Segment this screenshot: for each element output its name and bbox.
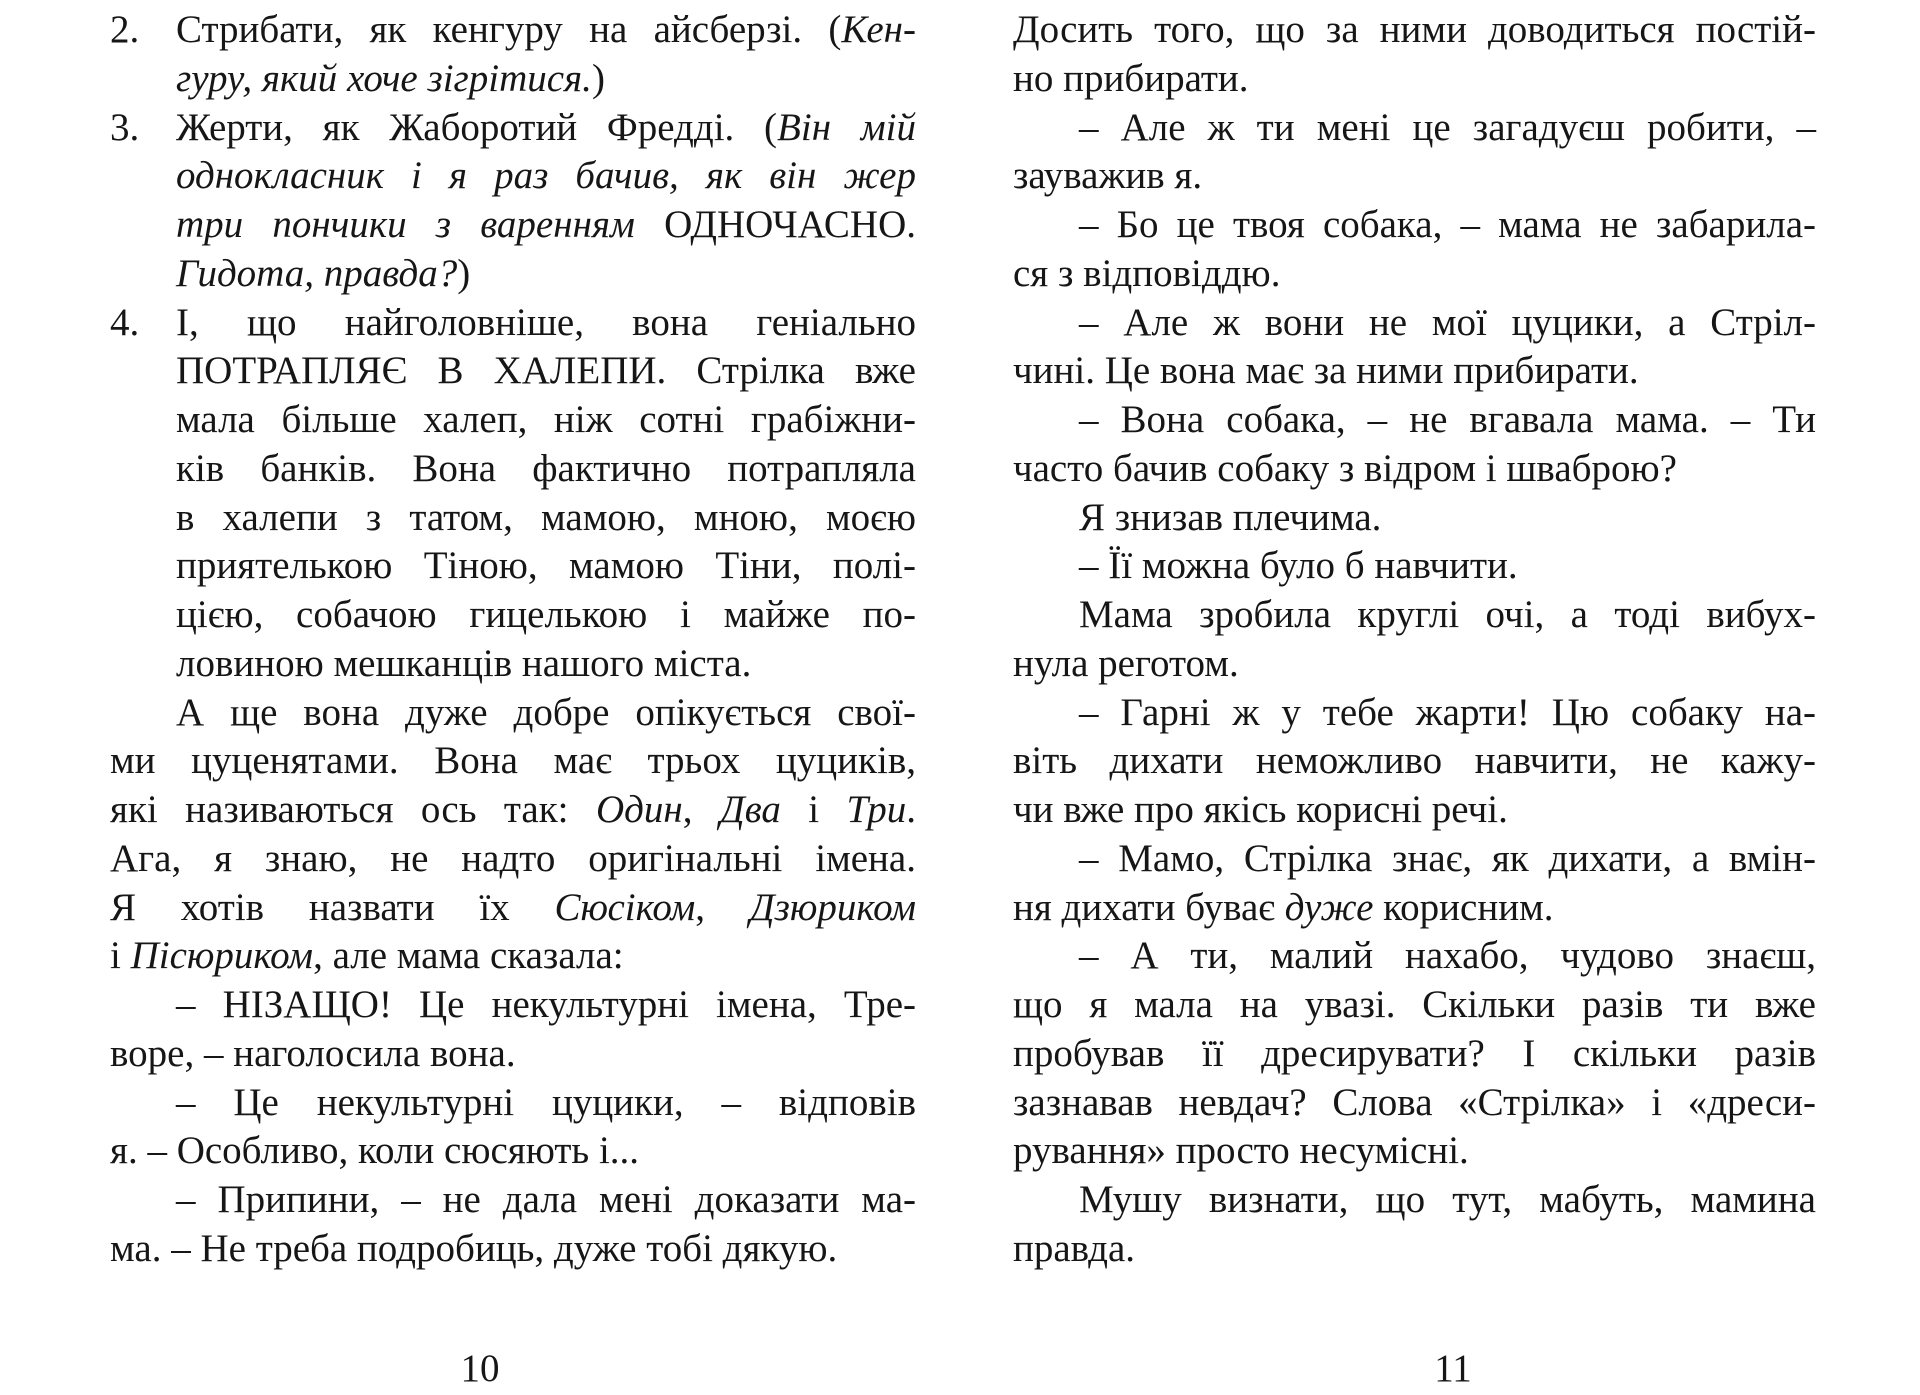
text-run: – Припини, – не дала мені доказати ма- bbox=[176, 1178, 916, 1221]
text-line bbox=[110, 494, 916, 543]
text-run: приятелькою Тіною, мамою Тіни, полі- bbox=[176, 544, 916, 588]
line-content bbox=[1013, 152, 1816, 201]
italic-text: Пісюриком bbox=[130, 934, 314, 978]
text-run: Я хотів назвати їх bbox=[110, 885, 555, 929]
line-content bbox=[1013, 640, 1816, 689]
line-content bbox=[110, 640, 916, 689]
line-content bbox=[110, 1225, 916, 1274]
text-line bbox=[110, 152, 916, 201]
list-number: 4. bbox=[110, 300, 140, 344]
text-line bbox=[110, 445, 916, 494]
line-content bbox=[110, 1030, 916, 1079]
italic-text: Три bbox=[846, 788, 907, 831]
text-line bbox=[110, 689, 916, 738]
text-run: чині. Це вона має за ними прибирати. bbox=[1013, 349, 1639, 393]
text-line bbox=[1013, 494, 1816, 543]
line-content bbox=[1013, 1030, 1816, 1079]
text-line bbox=[110, 250, 916, 299]
text-line bbox=[110, 786, 916, 835]
line-content bbox=[1013, 445, 1816, 494]
text-line bbox=[1013, 104, 1816, 153]
text-line bbox=[110, 1176, 916, 1225]
text-run: ня дихати буває bbox=[1013, 885, 1285, 929]
text-run: ків банків. Вона фактично потрапляла bbox=[176, 446, 916, 490]
line-content bbox=[110, 347, 916, 396]
text-run: цією, собачою гицелькою і майже по- bbox=[176, 593, 916, 636]
line-content bbox=[1013, 737, 1816, 786]
text-run: Жерти, як Жаборотий Фредді. ( bbox=[176, 105, 778, 149]
text-run: рування» просто несумісні. bbox=[1013, 1129, 1469, 1173]
text-run: чи вже про якісь корисні речі. bbox=[1013, 788, 1508, 831]
italic-text: Два bbox=[719, 788, 781, 831]
text-run: ми цуценятами. Вона має трьох цуциків, bbox=[110, 739, 916, 783]
text-run: ловиною мешканців нашого міста. bbox=[176, 641, 752, 685]
text-run: ся з відповіддю. bbox=[1013, 251, 1281, 295]
text-line bbox=[1013, 1176, 1816, 1225]
text-run: , але мама сказала: bbox=[313, 934, 624, 978]
text-line bbox=[1013, 640, 1816, 689]
text-line bbox=[110, 591, 916, 640]
text-line bbox=[110, 201, 916, 250]
text-line bbox=[110, 981, 916, 1030]
line-content bbox=[110, 396, 916, 445]
text-run: – Бо це твоя собака, – мама не забарила- bbox=[1079, 203, 1816, 246]
text-line bbox=[1013, 445, 1816, 494]
line-content bbox=[1013, 689, 1816, 738]
text-run: – А ти, малий нахабо, чудово знаєш, bbox=[1079, 934, 1816, 978]
text-line bbox=[1013, 396, 1816, 445]
text-line bbox=[110, 396, 916, 445]
text-run: часто бачив собаку з відром і шваброю? bbox=[1013, 446, 1677, 490]
text-run: які називаються ось так: bbox=[110, 788, 596, 831]
text-run: Я знизав плечима. bbox=[1079, 495, 1382, 539]
line-content bbox=[1013, 1079, 1816, 1128]
line-content bbox=[1013, 1127, 1816, 1176]
line-content bbox=[1013, 396, 1816, 445]
line-content bbox=[110, 786, 916, 835]
italic-text: Сюсіком bbox=[554, 885, 696, 929]
line-content bbox=[110, 299, 916, 348]
italic-text: Один bbox=[595, 788, 683, 831]
right-page-text bbox=[1013, 6, 1816, 1274]
text-run: віть дихати неможливо навчити, не кажу- bbox=[1013, 739, 1816, 783]
text-run: Стрибати, як кенгуру на айсберзі. ( bbox=[176, 8, 842, 51]
text-line bbox=[1013, 347, 1816, 396]
list-item-line bbox=[110, 299, 916, 348]
line-content bbox=[110, 591, 916, 640]
text-line bbox=[1013, 1225, 1816, 1274]
line-content bbox=[1013, 786, 1816, 835]
text-line bbox=[1013, 884, 1816, 933]
line-content bbox=[110, 932, 916, 981]
text-run: корисним. bbox=[1373, 885, 1554, 929]
line-content bbox=[1013, 494, 1816, 543]
line-content bbox=[110, 737, 916, 786]
text-run: що я мала на увазі. Скільки разів ти вже bbox=[1013, 983, 1816, 1026]
list-number: 2. bbox=[110, 8, 140, 51]
text-run: – Це некультурні цуцики, – відповів bbox=[176, 1080, 916, 1124]
italic-text: гуру, який хоче зігрітися. bbox=[176, 56, 592, 100]
text-line bbox=[1013, 591, 1816, 640]
line-content bbox=[1013, 981, 1816, 1030]
text-line bbox=[1013, 542, 1816, 591]
line-content bbox=[110, 250, 916, 299]
text-line bbox=[110, 1127, 916, 1176]
text-run: і bbox=[780, 788, 847, 831]
text-run: – Але ж вони не мої цуцики, а Стріл- bbox=[1079, 300, 1816, 344]
text-run: нула реготом. bbox=[1013, 641, 1239, 685]
text-run: Мушу визнати, що тут, мабуть, мамина bbox=[1079, 1178, 1816, 1221]
text-line bbox=[1013, 786, 1816, 835]
line-content bbox=[110, 884, 916, 933]
list-number: 3. bbox=[110, 105, 140, 149]
text-run: ) bbox=[457, 251, 471, 295]
text-line bbox=[110, 55, 916, 104]
line-content bbox=[1013, 55, 1816, 104]
italic-text: Кен- bbox=[841, 8, 916, 51]
page-number: 11 bbox=[1434, 1347, 1472, 1390]
text-run: ) bbox=[591, 56, 605, 100]
text-line bbox=[1013, 689, 1816, 738]
text-line bbox=[1013, 6, 1816, 55]
text-line bbox=[1013, 1079, 1816, 1128]
line-content bbox=[1013, 1225, 1816, 1274]
text-line bbox=[1013, 737, 1816, 786]
text-line bbox=[110, 1030, 916, 1079]
text-run: Ага, я знаю, не надто оригінальні імена. bbox=[110, 836, 916, 880]
line-content bbox=[1013, 6, 1816, 55]
text-line bbox=[110, 1225, 916, 1274]
text-run: А ще вона дуже добре опікується свої- bbox=[176, 690, 916, 734]
text-line bbox=[1013, 201, 1816, 250]
line-content bbox=[1013, 104, 1816, 153]
line-content bbox=[110, 201, 916, 250]
line-content bbox=[1013, 591, 1816, 640]
text-run: – Гарні ж у тебе жарти! Цю собаку на- bbox=[1079, 690, 1816, 734]
text-run: – Але ж ти мені це загадуєш робити, – bbox=[1079, 105, 1816, 149]
text-run: правда. bbox=[1013, 1226, 1136, 1270]
text-line bbox=[1013, 835, 1816, 884]
text-run: Досить того, що за ними доводиться постій- bbox=[1013, 8, 1816, 51]
line-content bbox=[1013, 201, 1816, 250]
page-number: 10 bbox=[460, 1347, 500, 1390]
italic-text: дуже bbox=[1284, 885, 1374, 929]
line-content bbox=[110, 835, 916, 884]
text-line bbox=[1013, 1127, 1816, 1176]
text-line bbox=[110, 884, 916, 933]
text-run: і bbox=[110, 934, 131, 978]
text-line bbox=[1013, 250, 1816, 299]
italic-text: однокласник і я раз бачив, як він жер bbox=[176, 154, 916, 198]
line-content bbox=[110, 494, 916, 543]
line-content bbox=[110, 542, 916, 591]
text-run: зауважив я. bbox=[1013, 154, 1203, 198]
italic-text: Дзюриком bbox=[749, 885, 916, 929]
line-content bbox=[110, 1127, 916, 1176]
line-content bbox=[1013, 932, 1816, 981]
text-line bbox=[1013, 299, 1816, 348]
line-content bbox=[110, 104, 916, 153]
text-run: , bbox=[695, 885, 750, 929]
line-content bbox=[1013, 884, 1816, 933]
text-run: ОДНОЧАСНО. bbox=[664, 203, 916, 246]
line-content bbox=[110, 1079, 916, 1128]
text-run: . bbox=[906, 788, 916, 831]
text-run: в халепи з татом, мамою, мною, моєю bbox=[176, 495, 916, 539]
text-run: І, що найголовніше, вона геніально bbox=[176, 300, 916, 344]
line-content bbox=[110, 981, 916, 1030]
line-content bbox=[1013, 835, 1816, 884]
text-run: – Вона собака, – не вгавала мама. – Ти bbox=[1079, 398, 1816, 441]
line-content bbox=[110, 152, 916, 201]
text-run: но прибирати. bbox=[1013, 56, 1249, 100]
text-line bbox=[1013, 152, 1816, 201]
line-content bbox=[1013, 250, 1816, 299]
list-item-line bbox=[110, 6, 916, 55]
text-line bbox=[110, 640, 916, 689]
text-line bbox=[1013, 981, 1816, 1030]
list-item-line bbox=[110, 104, 916, 153]
line-content bbox=[1013, 347, 1816, 396]
text-run: мала більше халеп, ніж сотні грабіжни- bbox=[176, 398, 916, 441]
text-line bbox=[110, 1079, 916, 1128]
text-run: пробував її дресирувати? І скільки разів bbox=[1013, 1031, 1816, 1075]
line-content bbox=[1013, 299, 1816, 348]
text-line bbox=[110, 347, 916, 396]
line-content bbox=[110, 6, 916, 55]
line-content bbox=[110, 1176, 916, 1225]
text-line bbox=[110, 542, 916, 591]
text-run: ПОТРАПЛЯЄ В ХАЛЕПИ. Стрілка вже bbox=[176, 349, 916, 393]
text-line bbox=[1013, 1030, 1816, 1079]
line-content bbox=[110, 55, 916, 104]
text-run: – Мамо, Стрілка знає, як дихати, а вмін- bbox=[1079, 836, 1816, 880]
text-line bbox=[110, 737, 916, 786]
right-page bbox=[960, 0, 1920, 1395]
text-run: Мама зробила круглі очі, а тоді вибух- bbox=[1079, 593, 1816, 636]
text-line bbox=[1013, 55, 1816, 104]
text-run: , bbox=[682, 788, 720, 831]
italic-text: Він мій bbox=[777, 105, 916, 149]
text-line bbox=[110, 835, 916, 884]
text-line bbox=[1013, 932, 1816, 981]
line-content bbox=[1013, 542, 1816, 591]
line-content bbox=[1013, 1176, 1816, 1225]
text-run: воре, – наголосила вона. bbox=[110, 1031, 516, 1075]
italic-text: три пончики з варенням bbox=[176, 203, 665, 246]
line-content bbox=[110, 445, 916, 494]
line-content bbox=[110, 689, 916, 738]
left-page-text bbox=[110, 6, 916, 1274]
text-run: – Її можна було б навчити. bbox=[1079, 544, 1518, 588]
text-line bbox=[110, 932, 916, 981]
italic-text: Гидота, правда? bbox=[176, 251, 458, 295]
text-run: – НІЗАЩО! Це некультурні імена, Тре- bbox=[176, 983, 916, 1026]
text-run: я. – Особливо, коли сюсяють і... bbox=[110, 1129, 640, 1173]
text-run: зазнавав невдач? Слова «Стрілка» і «дреси- bbox=[1013, 1080, 1816, 1124]
text-run: ма. – Не треба подробиць, дуже тобі дякую. bbox=[110, 1226, 838, 1270]
